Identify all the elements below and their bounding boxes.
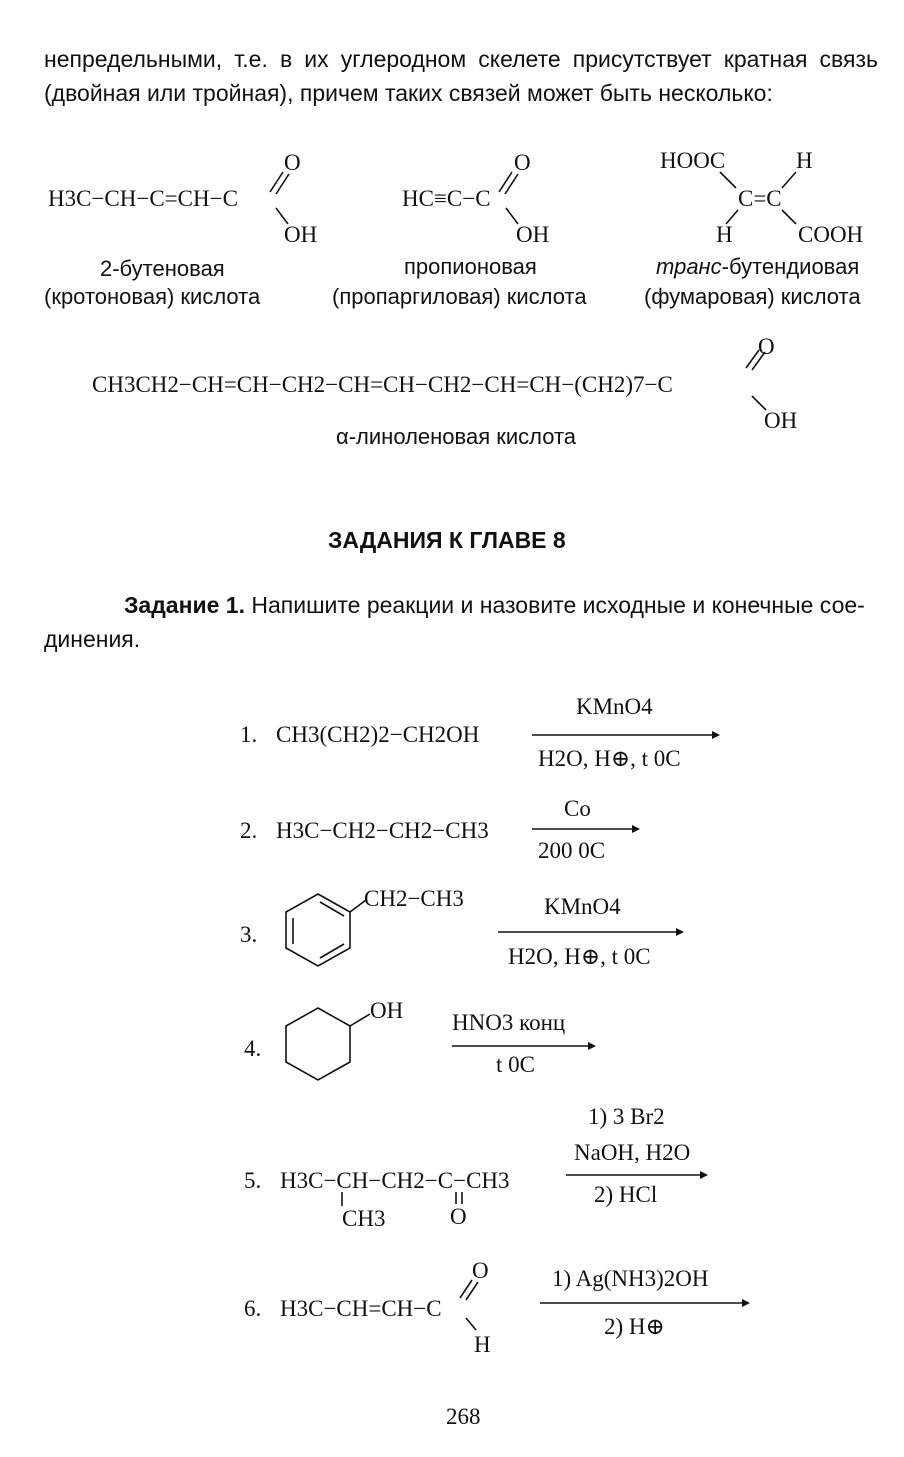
arrow-head-2 [632,825,640,833]
rxn6-below: 2) H⊕ [604,1314,665,1339]
rxn5-above-1: 1) 3 Br2 [588,1104,665,1129]
arrow-head-3 [676,928,684,936]
rxn3-substituent: CH2−CH3 [364,886,464,911]
rxn6-reactant: H3C−CH=CH−C [280,1296,442,1321]
rxn4-number: 4. [244,1036,262,1061]
rxn5-number: 5. [244,1168,262,1193]
fum-middle: C=C [738,186,782,211]
task-label: Задание 1. [124,592,245,618]
rxn1-reactant: CH3(CH2)2−CH2OH [276,722,480,747]
acid2-oh-label: OH [516,222,550,247]
linolenic-formula: CH3CH2−CH=CH−CH2−CH=CH−CH2−CH=CH−(CH2)7−C [92,372,673,397]
fum-bond-tr [782,172,796,188]
rxn1-below: H2O, H⊕, t 0C [538,746,681,771]
fum-top-right: H [796,148,813,173]
benzene-ring [286,894,350,966]
acid2-o-label: O [514,150,531,175]
fum-bottom-left: H [716,222,733,247]
rxn3-below: H2O, H⊕, t 0C [508,944,651,969]
rxn6-o-label: O [472,1258,489,1283]
linolenic-o-label: O [758,334,775,359]
rxn3-above: KMnO4 [544,894,621,919]
acid1-co-bond-a [270,172,283,192]
rxn2-number: 2. [240,818,258,843]
fum-top-left: HOOC [660,148,726,173]
acid1-oh-label: OH [284,222,318,247]
cyclohexane-oh-bond [350,1014,370,1026]
rxn5-reactant: H3C−CH−CH2−C−CH3 [280,1168,510,1193]
acid2-name-2: (пропаргиловая) кислота [332,284,587,309]
rxn5-above-2: NaOH, H2O [574,1140,691,1165]
task-text-1: Напишите реакции и назовите исходные и конечные сое- [245,592,865,618]
acid3-name-italic: транс [656,254,722,279]
arrow-head-6 [742,1299,750,1307]
arrow-head-4 [588,1042,596,1050]
arrow-head-5 [700,1171,708,1179]
rxn4-above: HNO3 конц [452,1010,566,1035]
page-number: 268 [446,1404,481,1429]
linolenic-oh-label: OH [764,408,798,433]
intro-line-2: (двойная или тройная), причем таких связей может быть несколько: [44,80,773,106]
rxn6-h-label: H [474,1332,491,1357]
rxn6-number: 6. [244,1296,262,1321]
rxn6-co-bond-b [466,1282,478,1300]
fum-bottom-right: COOH [798,222,864,247]
acid2-co-bond-b [505,174,518,194]
rxn5-below: 2) HCl [594,1182,658,1207]
benzene-double-3 [320,944,344,958]
acid1-formula: H3C−CH−C=CH−C [48,186,238,211]
rxn6-ch-bond [466,1318,476,1330]
cyclohexane-ring [286,1008,350,1080]
task-line-1 [124,592,865,619]
acid3-name-2: (фумаровая) кислота [644,284,861,309]
acid2-name-1: пропионовая [404,254,537,279]
intro-line-1: непредельными, т.е. в их углеродном скелете присутствует кратная связь [44,46,878,72]
rxn5-carbonyl: O [450,1204,467,1229]
arrow-head-1 [712,731,720,739]
fum-bond-tl [720,172,736,188]
acid1-name-2: (кротоновая) кислота [44,284,261,309]
rxn4-substituent: OH [370,998,404,1023]
linolenic-name: α-линоленовая кислота [336,424,577,449]
rxn2-reactant: H3C−CH2−CH2−CH3 [276,818,489,843]
acid1-name-1: 2-бутеновая [100,256,225,281]
acid3-name-rest: -бутендиовая [721,254,860,279]
rxn2-above: Co [564,796,591,821]
acid2-formula: HC≡C−C [402,186,491,211]
rxn2-below: 200 0C [538,838,606,863]
acid2-co-bond-a [499,172,512,192]
benzene-double-1 [320,902,344,916]
rxn1-above: KMnO4 [576,694,653,719]
rxn4-below: t 0C [496,1052,535,1077]
rxn3-number: 3. [240,922,258,947]
section-heading: ЗАДАНИЯ К ГЛАВЕ 8 [328,527,566,553]
rxn6-above: 1) Ag(NH3)2OH [552,1266,709,1291]
acid1-co-bond-b [276,174,289,194]
acid3-name-1 [656,254,859,280]
rxn6-co-bond-a [460,1280,472,1298]
task-line-2: динения. [44,626,141,652]
rxn5-branch: CH3 [342,1206,386,1231]
rxn1-number: 1. [240,722,258,747]
acid1-o-label: O [284,150,301,175]
fum-bond-br [782,210,796,224]
